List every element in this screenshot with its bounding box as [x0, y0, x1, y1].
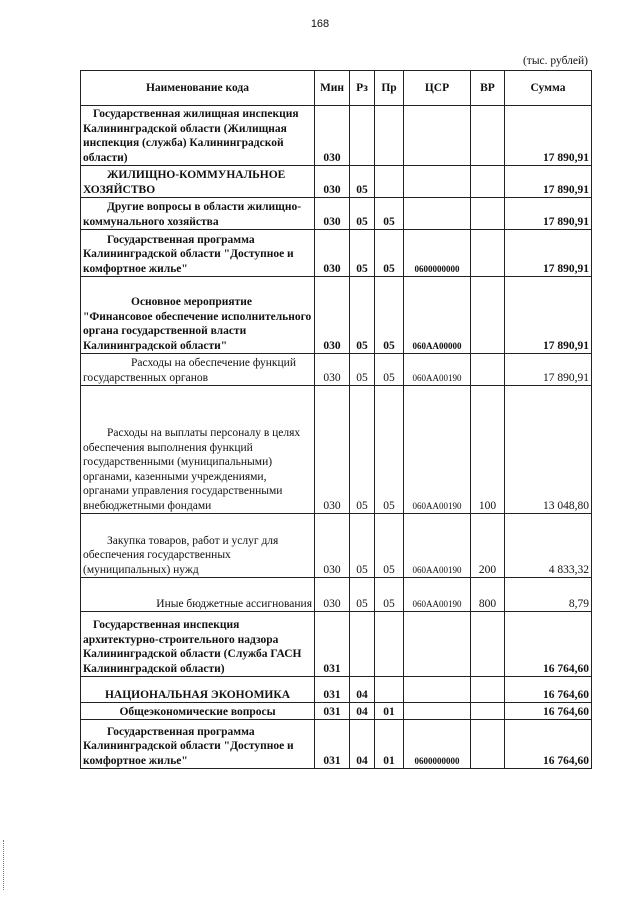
row-vr: 800 [471, 578, 505, 612]
row-name: Иные бюджетные ассигнования [81, 578, 315, 612]
row-csr: 060АА00190 [404, 514, 471, 578]
row-name: Закупка товаров, работ и услуг для обеспечения государственных (муниципальных) нужд [81, 514, 315, 578]
row-min: 031 [315, 703, 350, 720]
table-row [81, 386, 592, 514]
row-min: 030 [315, 514, 350, 578]
row-csr: 0600000000 [404, 720, 471, 769]
row-rz: 05 [350, 386, 375, 514]
row-pr: 05 [375, 386, 404, 514]
row-vr [471, 106, 505, 166]
row-sum: 17 890,91 [505, 198, 592, 230]
row-csr: 060АА00190 [404, 578, 471, 612]
table-row [81, 277, 592, 354]
table-row [81, 354, 592, 386]
row-vr [471, 720, 505, 769]
row-sum: 13 048,80 [505, 386, 592, 514]
row-rz: 05 [350, 354, 375, 386]
table-row [81, 230, 592, 277]
budget-table [80, 70, 592, 769]
row-pr [375, 612, 404, 677]
row-min: 031 [315, 720, 350, 769]
row-rz: 05 [350, 198, 375, 230]
scan-margin-mark [3, 840, 5, 890]
row-csr [404, 703, 471, 720]
row-min: 030 [315, 354, 350, 386]
row-vr: 200 [471, 514, 505, 578]
row-csr [404, 166, 471, 198]
row-rz [350, 612, 375, 677]
row-rz: 04 [350, 720, 375, 769]
row-min: 030 [315, 166, 350, 198]
row-rz: 05 [350, 578, 375, 612]
row-min: 030 [315, 198, 350, 230]
row-min: 030 [315, 386, 350, 514]
table-row [81, 612, 592, 677]
row-name: Расходы на выплаты персоналу в целях обеспечения выполнения функций государственными (муниципальными) органами, казенными учреждениями, органами управления государственными внебюджетными фондами [81, 386, 315, 514]
row-pr: 05 [375, 198, 404, 230]
row-pr: 05 [375, 354, 404, 386]
row-rz: 04 [350, 703, 375, 720]
table-row [81, 703, 592, 720]
row-rz: 05 [350, 277, 375, 354]
table-row [81, 514, 592, 578]
row-min: 030 [315, 578, 350, 612]
page-number: 168 [310, 18, 330, 30]
row-rz: 05 [350, 230, 375, 277]
table-row [81, 677, 592, 703]
row-sum: 8,79 [505, 578, 592, 612]
row-csr: 0600000000 [404, 230, 471, 277]
row-vr [471, 612, 505, 677]
header-csr: ЦСР [404, 71, 471, 106]
row-pr: 05 [375, 277, 404, 354]
units-label: (тыс. рублей) [522, 55, 588, 67]
row-csr [404, 106, 471, 166]
row-min: 030 [315, 106, 350, 166]
row-name: Расходы на обеспечение функций государственных органов [81, 354, 315, 386]
row-rz: 05 [350, 166, 375, 198]
header-name: Наименование кода [81, 71, 315, 106]
row-sum: 16 764,60 [505, 612, 592, 677]
row-pr: 01 [375, 703, 404, 720]
row-rz: 05 [350, 514, 375, 578]
row-vr [471, 230, 505, 277]
table-row [81, 578, 592, 612]
row-min: 030 [315, 277, 350, 354]
row-name: Общеэкономические вопросы [81, 703, 315, 720]
row-sum: 17 890,91 [505, 166, 592, 198]
header-pr: Пр [375, 71, 404, 106]
row-csr: 060АА00000 [404, 277, 471, 354]
header-sum: Сумма [505, 71, 592, 106]
row-sum: 16 764,60 [505, 677, 592, 703]
header-rz: Рз [350, 71, 375, 106]
row-name: Основное мероприятие "Финансовое обеспечение исполнительного органа государственной власти Калининградской области" [81, 277, 315, 354]
row-sum: 16 764,60 [505, 720, 592, 769]
row-min: 030 [315, 230, 350, 277]
row-name: Другие вопросы в области жилищно-коммунального хозяйства [81, 198, 315, 230]
row-vr [471, 198, 505, 230]
row-csr [404, 198, 471, 230]
row-sum: 17 890,91 [505, 354, 592, 386]
row-name: Государственная программа Калининградской области "Доступное и комфортное жилье" [81, 230, 315, 277]
row-name: НАЦИОНАЛЬНАЯ ЭКОНОМИКА [81, 677, 315, 703]
row-name: ЖИЛИЩНО-КОММУНАЛЬНОЕ ХОЗЯЙСТВО [81, 166, 315, 198]
row-vr [471, 703, 505, 720]
row-sum: 17 890,91 [505, 106, 592, 166]
table-row [81, 720, 592, 769]
table-row [81, 198, 592, 230]
row-csr [404, 677, 471, 703]
row-pr: 05 [375, 230, 404, 277]
row-csr [404, 612, 471, 677]
row-vr [471, 354, 505, 386]
row-pr [375, 106, 404, 166]
row-pr: 05 [375, 514, 404, 578]
header-vr: ВР [471, 71, 505, 106]
table-header-row [81, 71, 592, 106]
row-sum: 16 764,60 [505, 703, 592, 720]
row-csr: 060АА00190 [404, 354, 471, 386]
row-vr: 100 [471, 386, 505, 514]
row-rz: 04 [350, 677, 375, 703]
row-csr: 060АА00190 [404, 386, 471, 514]
row-rz [350, 106, 375, 166]
row-vr [471, 166, 505, 198]
row-name: Государственная жилищная инспекция Калининградской области (Жилищная инспекция (служба) Калининградской области) [81, 106, 315, 166]
row-sum: 17 890,91 [505, 230, 592, 277]
row-min: 031 [315, 677, 350, 703]
row-name: Государственная программа Калининградской области "Доступное и комфортное жилье" [81, 720, 315, 769]
row-sum: 17 890,91 [505, 277, 592, 354]
row-vr [471, 277, 505, 354]
row-vr [471, 677, 505, 703]
row-pr [375, 166, 404, 198]
row-name: Государственная инспекция архитектурно-строительного надзора Калининградской области (Служба ГАСН Калининградской области) [81, 612, 315, 677]
row-pr: 01 [375, 720, 404, 769]
row-pr [375, 677, 404, 703]
row-sum: 4 833,32 [505, 514, 592, 578]
table-row [81, 106, 592, 166]
row-min: 031 [315, 612, 350, 677]
header-min: Мин [315, 71, 350, 106]
row-pr: 05 [375, 578, 404, 612]
table-row [81, 166, 592, 198]
